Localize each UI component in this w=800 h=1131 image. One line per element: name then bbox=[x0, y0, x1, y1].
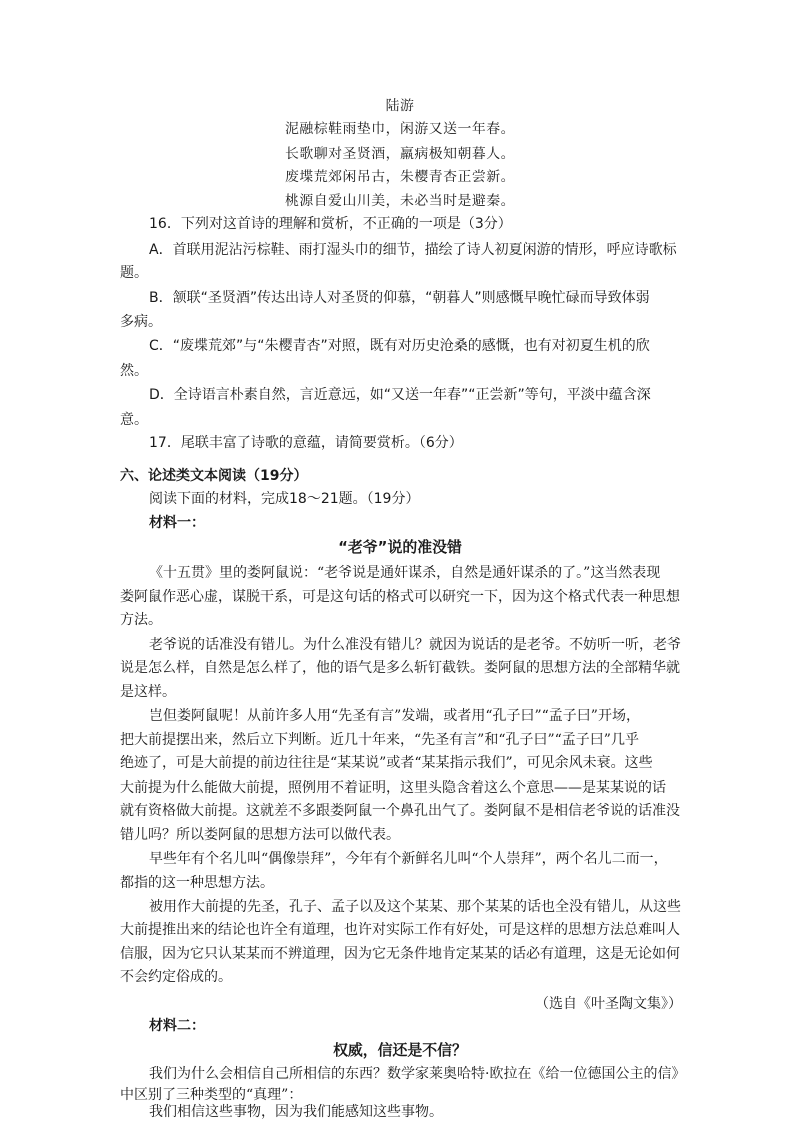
q16-option-d-line1: D．全诗语言朴素自然，言近意远，如“又送一年春”“正尝新”等句，平淡中蕴含深 bbox=[149, 387, 651, 404]
q16-option-c-line2: 然。 bbox=[120, 362, 148, 379]
material1-label: 材料一： bbox=[149, 514, 205, 531]
material2-label: 材料二： bbox=[149, 1018, 205, 1035]
material1-p2-line1: 老爷说的话准没有错儿。为什么准没有错儿？就因为说话的是老爷。不妨听一听，老爷 bbox=[149, 636, 681, 653]
material1-p3-line6: 错儿吗？所以娄阿鼠的思想方法可以做代表。 bbox=[120, 826, 400, 843]
material1-p5-line3: 信服，因为它只认某某而不辨道理，因为它无条件地肯定某某的话必有道理，这是无论如何 bbox=[120, 945, 680, 962]
material1-p3-line3: 绝迹了，可是大前提的前边往往是“某某说”或者“某某指示我们”，可见余风未衰。这些 bbox=[120, 755, 653, 772]
section6-intro: 阅读下面的材料，完成18～21题。（19分） bbox=[149, 491, 420, 508]
q16-option-b-line2: 多病。 bbox=[120, 314, 162, 331]
material1-p3-line2: 把大前提摆出来，然后立下判断。近几十年来，“先圣有言”和“孔子曰”“孟子曰”几乎 bbox=[120, 731, 639, 748]
material1-p5-line1: 被用作大前提的先圣，孔子、孟子以及这个某某、那个某某的话也全没有错儿，从这些 bbox=[149, 898, 681, 915]
poem-author: 陆游 bbox=[385, 97, 415, 114]
q17-stem: 17．尾联丰富了诗歌的意蕴，请简要赏析。（6分） bbox=[149, 435, 463, 452]
material1-p1-line3: 方法。 bbox=[120, 612, 162, 629]
material2-p2: 我们相信这些事物，因为我们能感知这些事物。 bbox=[149, 1104, 443, 1121]
material1-source: （选自《叶圣陶文集》） bbox=[535, 995, 682, 1012]
poem-line-3: 废堞荒郊闲吊古，朱樱青杏正尝新。 bbox=[284, 169, 515, 186]
material2-title: 权威，信还是不信？ bbox=[333, 1040, 467, 1059]
poem-line-4: 桃源自爱山川美，未必当时是避秦。 bbox=[284, 192, 515, 209]
q16-option-c-line1: C．“废堞荒郊”与“朱樱青杏”对照，既有对历史沧桑的感慨，也有对初夏生机的欣 bbox=[149, 338, 650, 355]
material1-p3-line1: 岂但娄阿鼠呢！从前许多人用“先圣有言”发端，或者用“孔子曰”“孟子曰”开场， bbox=[149, 708, 640, 725]
material1-p3-line4: 大前提为什么能做大前提，照例用不着证明，这里头隐含着这么个意思——是某某说的话 bbox=[120, 779, 666, 796]
material1-p4-line2: 都指的这一种思想方法。 bbox=[120, 874, 274, 891]
q16-option-a-line2: 题。 bbox=[120, 265, 148, 282]
q16-option-b-line1: B．颔联“圣贤酒”传达出诗人对圣贤的仰慕，“朝暮人”则感慨早晚忙碌而导致体弱 bbox=[149, 289, 650, 306]
material1-p4-line1: 早些年有个名儿叫“偶像崇拜”，今年有个新鲜名儿叫“个人崇拜”，两个名儿二而一， bbox=[149, 851, 668, 868]
material1-p1-line1: 《十五贯》里的娄阿鼠说：“老爷说是通奸谋杀，自然是通奸谋杀的了。”这当然表现 bbox=[149, 565, 661, 582]
material2-p1-line1: 我们为什么会相信自己所相信的东西？数学家莱奥哈特·欧拉在《给一位德国公主的信》 bbox=[149, 1066, 686, 1083]
poem-line-1: 泥融棕鞋雨垫巾，闲游又送一年春。 bbox=[284, 121, 515, 138]
q16-option-d-line2: 意。 bbox=[120, 411, 148, 428]
material2-p1-line2: 中区别了三种类型的“真理”： bbox=[120, 1086, 303, 1103]
material1-p5-line2: 大前提推出来的结论也许全有道理，也许对实际工作有好处，可是这样的思想方法总难叫人 bbox=[120, 922, 680, 939]
material1-p5-line4: 不会约定俗成的。 bbox=[120, 969, 232, 986]
material1-p3-line5: 就有资格做大前提。这就差不多跟娄阿鼠一个鼻孔出气了。娄阿鼠不是相信老爷说的话准没 bbox=[120, 803, 680, 820]
poem-line-2: 长歌聊对圣贤酒，羸病极知朝暮人。 bbox=[284, 145, 515, 162]
q16-stem: 16．下列对这首诗的理解和赏析，不正确的一项是（3分） bbox=[149, 216, 512, 233]
q16-option-a-line1: A．首联用泥沾污棕鞋、雨打湿头巾的细节，描绘了诗人初夏闲游的情形，呼应诗歌标 bbox=[149, 241, 677, 258]
material1-p2-line3: 是这样。 bbox=[120, 683, 176, 700]
material1-p2-line2: 说是怎么样，自然是怎么样了，他的语气是多么斩钉截铁。娄阿鼠的思想方法的全部精华就 bbox=[120, 660, 680, 677]
section6-heading: 六、论述类文本阅读（19分） bbox=[120, 467, 308, 484]
material1-p1-line2: 娄阿鼠作恶心虚，谋脱干系，可是这句话的格式可以研究一下，因为这个格式代表一种思想 bbox=[120, 588, 680, 605]
material1-title: “老爷”说的准没错 bbox=[338, 538, 462, 556]
